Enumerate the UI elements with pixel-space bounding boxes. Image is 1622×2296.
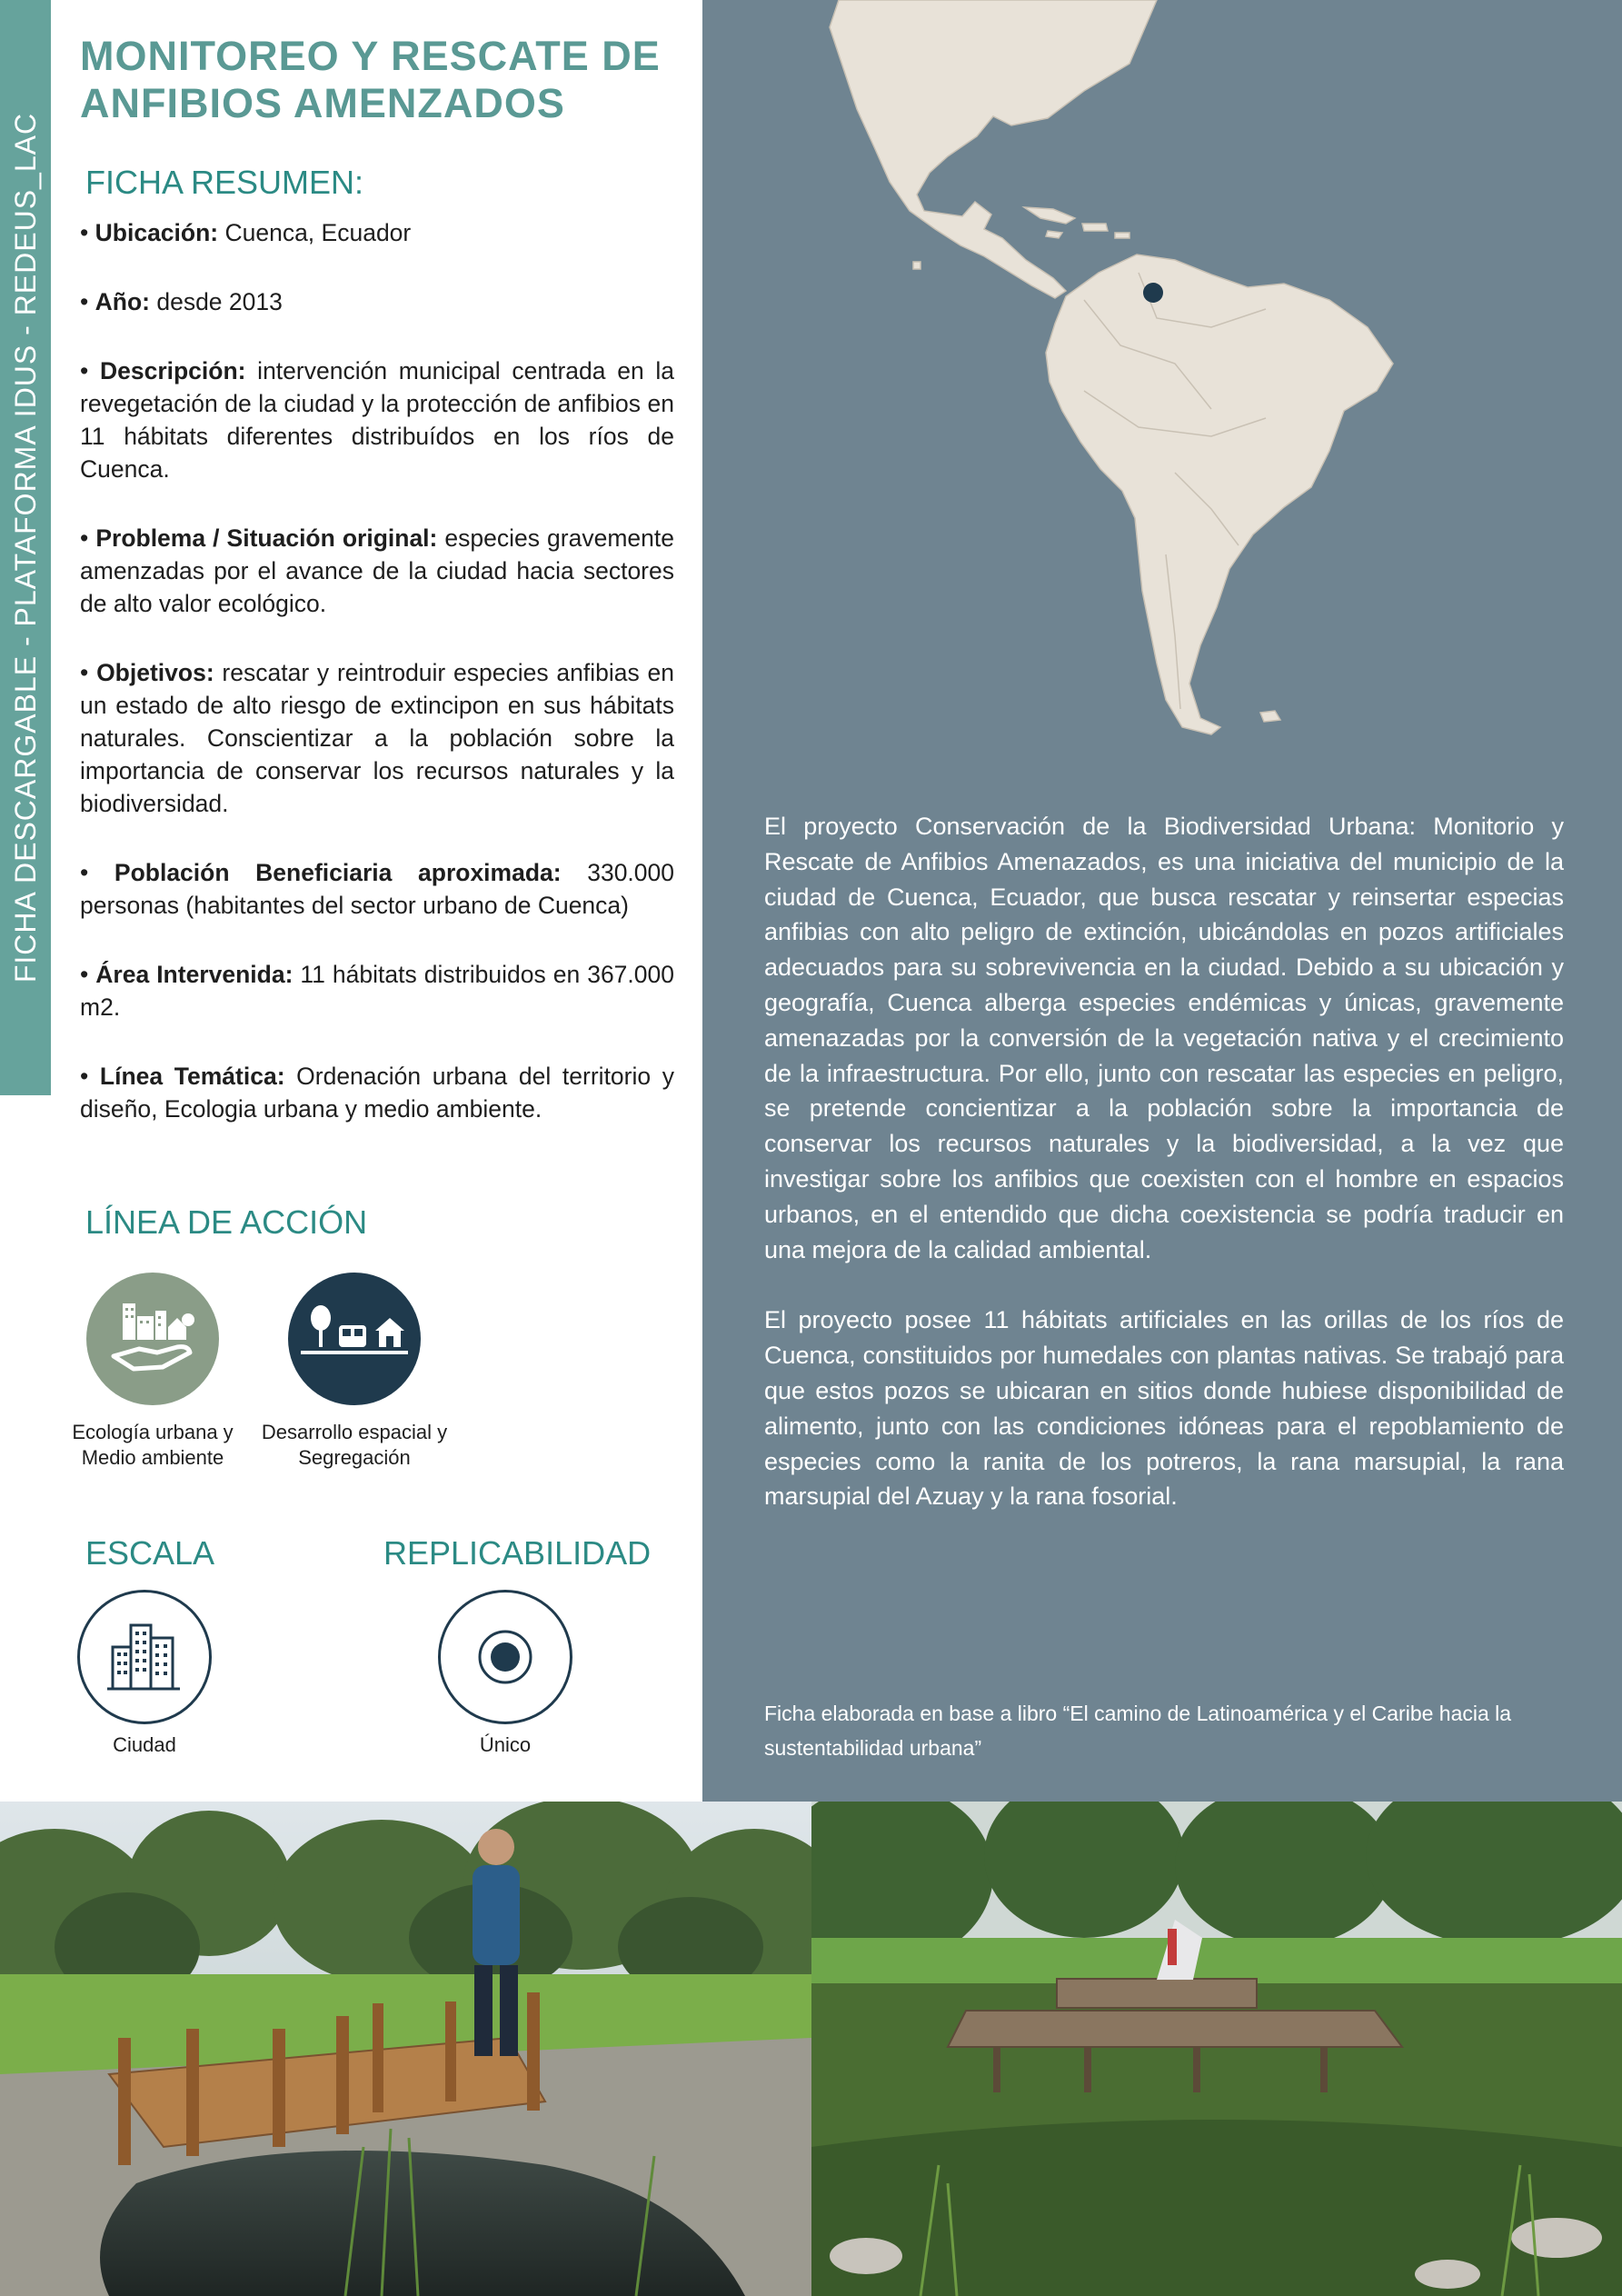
photo-wetland-platform: [811, 1802, 1622, 2296]
escala-heading: ESCALA: [85, 1534, 215, 1572]
field-value: Ordenación urbana del territorio y diseño, Ecologia urbana y medio ambiente.: [80, 1063, 674, 1123]
field-descripcion: • Descripción: intervención municipal centrada en la revegetación de la ciudad y la protección de anfibios en 11 hábitats diferentes distribuídos en los ríos de Cuenca.: [80, 357, 674, 483]
escala-label: Ciudad: [113, 1733, 176, 1756]
field-objetivos: • Objetivos: rescatar y reintroduir especies anfibias en un estado de alto riesgo de extincipon en sus hábitats naturales. Conscientizar a la población sobre la importancia de conservar los recursos naturales y la biodiversidad.: [80, 659, 675, 817]
field-value: desde 2013: [149, 288, 283, 315]
page-title: [80, 33, 698, 127]
field-value: especies gravemente amenzadas por el avance de la ciudad hacia sectores de alto valor ecológico.: [80, 524, 674, 617]
field-label: Problema / Situación original:: [95, 524, 438, 552]
field-label: Año:: [95, 288, 150, 315]
buildings-icon: [77, 1590, 212, 1724]
field-value: 11 hábitats distribuidos en 367.000 m2.: [80, 961, 674, 1021]
field-problema: • Problema / Situación original: especies gravemente amenzadas por el avance de la ciudad hacia sectores de alto valor ecológico.: [80, 524, 674, 617]
americas-map: [702, 0, 1622, 745]
field-value: rescatar y reintroduir especies anfibias en un estado de alto riesgo de extincipon en sus hábitats naturales. Conscientizar a la población sobre la importancia de conservar los recursos naturales y la biodiversidad.: [80, 659, 675, 817]
photo-wetland-deck: [0, 1802, 811, 2296]
field-value: 330.000 personas (habitantes del sector urbano de Cuenca): [80, 859, 675, 919]
field-anio: • Año: desde 2013: [80, 288, 283, 315]
replicabilidad-heading: REPLICABILIDAD: [383, 1534, 652, 1572]
description-text: [764, 809, 1564, 1550]
field-value: Cuenca, Ecuador: [218, 219, 412, 246]
field-label: Objetivos:: [96, 659, 214, 686]
replicabilidad-label: Único: [479, 1733, 532, 1756]
description-paragraph: El proyecto posee 11 hábitats artificiales en las orillas de los ríos de Cuenca, constituidos por humedales con plantas nativas. Se trabajó para que estos pozos se ubicaran en sitios donde hubiese disponibilidad de alimento, junto con las condiciones idóneas para el repoblamiento de especies como la ranita de los potreros, la rana marsupial, la rana marsupial del Azuay y la rana fosorial.: [764, 1306, 1564, 1511]
field-area: • Área Intervenida: 11 hábitats distribuidos en 367.000 m2.: [80, 961, 674, 1021]
field-ubicacion: • Ubicación: Cuenca, Ecuador: [80, 219, 412, 246]
field-poblacion: • Población Beneficiaria aproximada: 330.000 personas (habitantes del sector urbano de Cuenca): [80, 859, 675, 919]
sidebar-label: FICHA DESCARGABLE - PLATAFORMA IDUS - REDEUS_LAC: [9, 112, 42, 983]
field-label: Área Intervenida:: [95, 961, 294, 988]
dot-target-icon: [438, 1590, 572, 1724]
linea-item-label: Desarrollo espacial y Segregación: [261, 1421, 448, 1469]
linea-accion-heading: LÍNEA DE ACCIÓN: [85, 1203, 368, 1241]
cuenca-marker: [1143, 283, 1163, 303]
field-label: Línea Temática:: [99, 1063, 285, 1090]
title-line-1: MONITOREO Y RESCATE DE: [80, 33, 661, 79]
ficha-fields: [80, 216, 674, 1162]
vertical-sidebar: [0, 0, 51, 1095]
ficha-heading: FICHA RESUMEN:: [85, 164, 364, 201]
field-label: Descripción:: [99, 357, 246, 384]
tree-bus-house-icon: [288, 1273, 421, 1405]
source-credit: Ficha elaborada en base a libro “El camino de Latinoamérica y el Caribe hacia la sustentabilidad urbana”: [764, 1702, 1512, 1760]
city-hand-icon: [86, 1273, 219, 1405]
field-label: Ubicación:: [95, 219, 219, 246]
title-line-2: ANFIBIOS AMENZADOS: [80, 80, 565, 126]
field-value: intervención municipal centrada en la revegetación de la ciudad y la protección de anfibios en 11 hábitats diferentes distribuídos en los ríos de Cuenca.: [80, 357, 674, 483]
description-paragraph: El proyecto Conservación de la Biodiversidad Urbana: Monitorio y Rescate de Anfibios Amenazados, es una iniciativa del municipio de la ciudad de Cuenca, Ecuador, que busca rescatar y reinsertar especias anfibias con alto peligro de extinción, ubicándolas en pozos artificiales adecuados para su sobrevivencia en la ciudad. Debido a su ubicación y geografía, Cuenca alberga especies endémicas y únicas, gravemente amenazadas por la conversión de la vegetación nativa y el crecimiento de la infraestructura. Por ello, junto con rescatar las especies en peligro, se pretende concientizar a la población sobre la importancia de conservar los recursos naturales y la biodiversidad, a la vez que investigar sobre los anfibios que coexisten con el hombre en espacios urbanos, en el entendido que dicha coexistencia se podría traducir en una mejora de la calidad ambiental.: [764, 813, 1564, 1263]
field-label: Población Beneficiaria aproximada:: [114, 859, 562, 886]
field-linea-tematica: • Línea Temática: Ordenación urbana del territorio y diseño, Ecologia urbana y medio ambiente.: [80, 1063, 674, 1123]
linea-item-label: Ecología urbana y Medio ambiente: [72, 1421, 234, 1469]
